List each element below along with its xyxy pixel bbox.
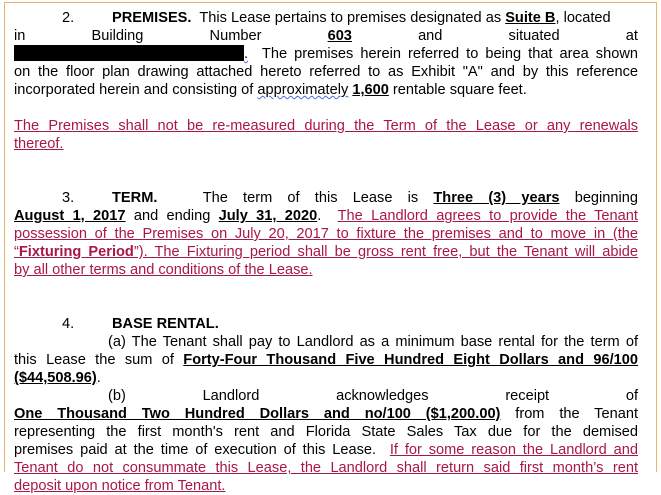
approximately-word: approximately — [257, 82, 349, 98]
section-number: 3. — [62, 190, 75, 206]
term-end-date: July 31, 2020 — [218, 208, 318, 224]
suite-value: Suite B — [505, 10, 556, 26]
inserted-clause-remeasure: The Premises shall not be re-measured during the Term of the Lease or any renewals — [14, 118, 638, 134]
section-number: 2. — [62, 10, 75, 26]
inserted-clause-refund: If for some reason the Landlord and — [389, 442, 639, 458]
document-page — [4, 2, 657, 494]
redacted-address — [14, 45, 244, 61]
section-term: 3. TERM. The term of this Lease is Three (3) years beginning August 1, 2017 and ending July 31, 2020. The Landlord agrees to provide the Tenant possession of the Premises on July 20, 2017 to fixture the premises and to move in (the “Fixturing Period”). The Fixturing period shall be gross rent free, but the Tenant will abide by all other terms and conditions of the Lease. — [14, 190, 639, 278]
lease-text[interactable] — [14, 9, 638, 495]
page-border-top — [4, 2, 657, 3]
base-rent-amount: ($44,508.96) — [14, 370, 97, 386]
term-duration: Three (3) years — [433, 190, 560, 206]
page-border-left — [4, 2, 5, 472]
section-number: 4. — [62, 316, 75, 332]
building-number-value: 603 — [327, 28, 352, 44]
section-base-rental: 4. BASE RENTAL. (a) The Tenant shall pay to Landlord as a minimum base rental for the term of this Lease the sum of Forty-Four Thousand Five Hundred Eight Dollars and 96/100 ($44,508.96). (b) Landlord acknowledges receipt of One Thousand Two Hundred Dollars and no/100 ($1,200.00) from the Tenant representing the first month's rent and Florida State Sales Tax due for the demised premises paid at the time of execution of this Lease. If for some reason the Landlord and Tenant do not consummate this Lease, the Landlord shall return said first month’s rent deposit upon notice from Tenant. — [14, 316, 639, 494]
section-heading: TERM. — [112, 190, 158, 206]
page-border-right — [656, 2, 657, 472]
square-feet-value: 1,600 — [352, 82, 389, 98]
inserted-clause-fixturing: The Landlord agrees to provide the Tenant — [337, 208, 638, 224]
section-heading: PREMISES. — [112, 10, 192, 26]
deposit-amount: One Thousand Two Hundred Dollars and no/100 ($1,200.00) — [14, 406, 501, 422]
fixturing-period-term: Fixturing Period — [18, 244, 134, 260]
term-start-date: August 1, 2017 — [14, 208, 126, 224]
section-premises: 2. PREMISES. This Lease pertains to premises designated as Suite B, located in Building Number 603 and situated at . The premises herein referred to being that area shown on the floor plan drawing attached hereto referred to as Exhibit "A" and by this reference incorporated herein and consisting of approximately 1,600 rentable square feet. The Premises shall not be re-measured during the Term of the Lease or any renewals thereof. — [14, 10, 638, 152]
section-heading: BASE RENTAL. — [112, 316, 219, 332]
base-rent-amount-words: Forty-Four Thousand Five Hundred Eight Dollars and 96/100 — [183, 352, 638, 368]
